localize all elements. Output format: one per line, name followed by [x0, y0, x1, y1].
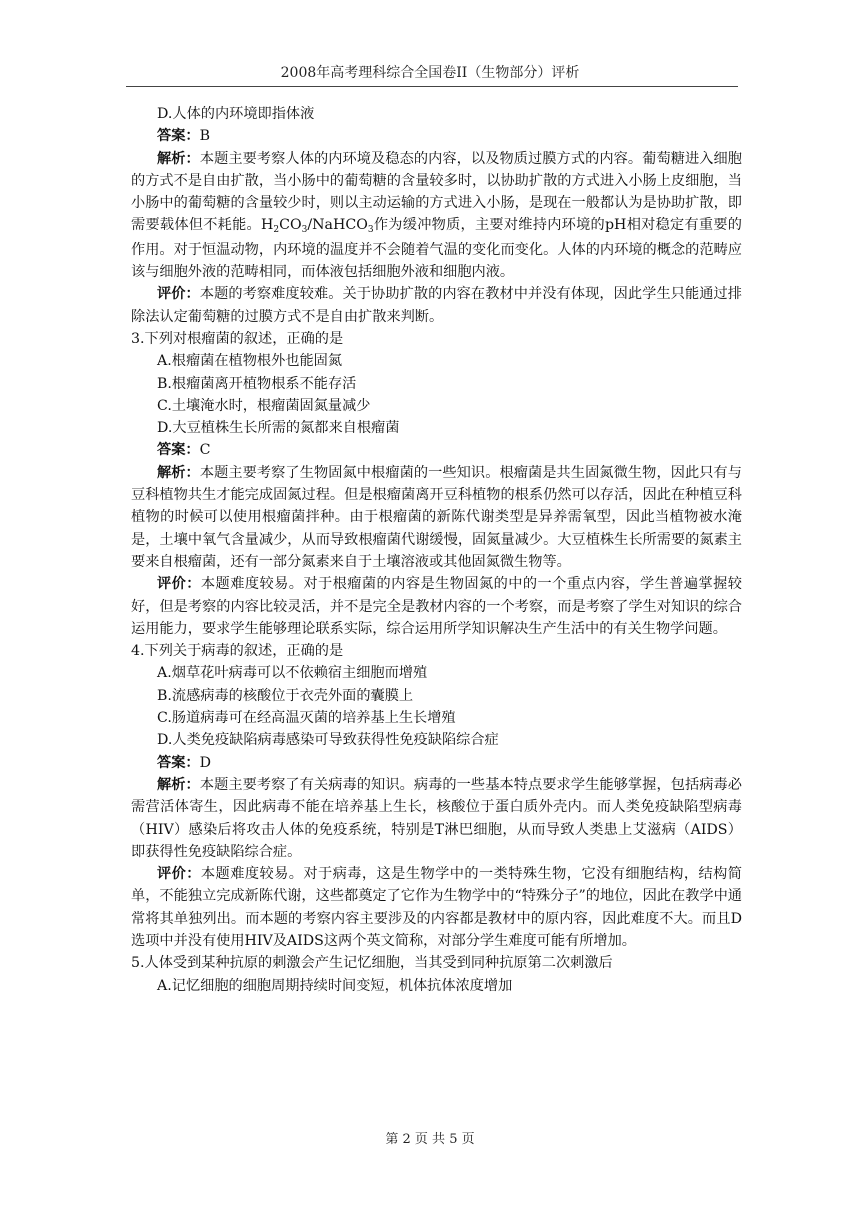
chem-co: CO [279, 217, 302, 234]
comment-text: 本题的考察难度较难。关于协助扩散的内容在教材中并没有体现，因此学生只能通过排除法认定葡萄糖的过膜方式不是自由扩散来判断。 [131, 286, 742, 325]
q3-analysis [131, 462, 742, 573]
chem-sub-2: 2 [273, 225, 280, 236]
header-rule [126, 86, 738, 87]
page-content [131, 103, 742, 997]
comment-label: 评价： [157, 866, 201, 883]
q4-analysis [131, 774, 742, 863]
q4-comment [131, 863, 742, 952]
answer-label: 答案： [157, 128, 200, 145]
q4-option-c: C.肠道病毒可在经高温灭菌的培养基上生长增殖 [157, 710, 456, 727]
q4-option-b: B.流感病毒的核酸位于衣壳外面的囊膜上 [157, 687, 414, 704]
q3-stem: 3.下列对根瘤菌的叙述，正确的是 [131, 330, 344, 347]
page-footer: 第 2 页 共 5 页 [385, 1132, 475, 1147]
q3-option-b: B.根瘤菌离开植物根系不能存活 [157, 375, 357, 392]
analysis-text-a: 本题主要考察人体的内环境及稳态的内容，以及物质过膜方式的内容。葡萄糖进入细胞的方式不是自由扩散，当小肠中的葡萄糖的含量较多时，以协助扩散的方式进入小肠上皮细胞，当小肠中的葡萄糖的含量较少时，则以主动运输的方式进入小肠，是现在一般都认为是协助扩散，即需要载体但不耗能。 [131, 150, 742, 234]
q4-answer [131, 752, 742, 774]
q2-analysis [131, 148, 742, 284]
q5-option-a: A.记忆细胞的细胞周期持续时间变短，机体抗体浓度增加 [157, 977, 513, 994]
analysis-label: 解析： [157, 150, 200, 167]
q2-answer [131, 125, 742, 147]
comment-label: 评价： [157, 576, 201, 593]
q3-option-a: A.根瘤菌在植物根外也能固氮 [157, 353, 343, 370]
chem-sub-3: 3 [301, 225, 308, 236]
analysis-text-b: 作为缓冲物质，主要对维持内环境的pH相对稳定有重要的作用。对于恒温动物，内环境的温度并不会随着气温的变化而变化。人体的内环境的概念的范畴应该与细胞外液的范畴相同，而体液包括细胞外液和细胞内液。 [131, 217, 742, 281]
answer-value: C [199, 442, 211, 459]
answer-value: B [199, 128, 211, 145]
chem-sub-3b: 3 [367, 225, 374, 236]
q3-comment [131, 573, 742, 640]
comment-text: 本题难度较易。对于根瘤菌的内容是生物固氮的中的一个重点内容，学生普遍掌握较好，但是考察的内容比较灵活，并不是完全是教材内容的一个考察，而是考察了学生对知识的综合运用能力，要求学生能够理论联系实际，综合运用所学知识解决生产生活中的有关生物学问题。 [131, 576, 742, 637]
q3-option-c: C.土壤淹水时，根瘤菌固氮量减少 [157, 397, 371, 414]
chem-nahco: /NaHCO [307, 217, 368, 234]
q4-stem: 4.下列关于病毒的叙述，正确的是 [131, 643, 344, 660]
analysis-label: 解析： [157, 464, 200, 481]
q4-option-d: D.人类免疫缺陷病毒感染可导致获得性免疫缺陷综合症 [157, 732, 499, 749]
q2-option-d: D.人体的内环境即指体液 [157, 106, 315, 122]
answer-label: 答案： [157, 442, 200, 459]
q3-answer [131, 439, 742, 461]
comment-text: 本题难度较易。对于病毒，这是生物学中的一类特殊生物，它没有细胞结构，结构简单，不能独立完成新陈代谢，这些都奠定了它作为生物学中的“特殊分子”的地位，因此在教学中通常将其单独列出。而本题的考察内容主要涉及的内容都是教材中的原内容，因此难度不大。而且D选项中并没有使用HIV及AIDS这两个英文简称，对部分学生难度可能有所增加。 [131, 866, 742, 949]
q5-stem: 5.人体受到某种抗原的刺激会产生记忆细胞，当其受到同种抗原第二次刺激后 [131, 955, 613, 972]
answer-label: 答案： [157, 754, 200, 771]
q2-comment [131, 283, 742, 328]
analysis-label: 解析： [157, 776, 200, 793]
q3-option-d: D.大豆植株生长所需的氮都来自根瘤菌 [157, 420, 400, 437]
page-header: 2008年高考理科综合全国卷II（生物部分）评析 [280, 65, 580, 81]
comment-label: 评价： [157, 286, 200, 303]
chem-h: H [261, 217, 274, 234]
answer-value: D [199, 754, 211, 771]
q4-option-a: A.烟草花叶病毒可以不依赖宿主细胞而增殖 [157, 665, 428, 682]
analysis-text: 本题主要考察了生物固氮中根瘤菌的一些知识。根瘤菌是共生固氮微生物，因此只有与豆科植物共生才能完成固氮过程。但是根瘤菌离开豆科植物的根系仍然可以存活，因此在种植豆科植物的时候可以使用根瘤菌拌种。由于根瘤菌的新陈代谢类型是异养需氧型，因此当植物被水淹是，土壤中氧气含量减少，从而导致根瘤菌代谢缓慢，固氮量减少。大豆植株生长所需要的氮素主要来自根瘤菌，还有一部分氮素来自于土壤溶液或其他固氮微生物等。 [131, 464, 742, 570]
analysis-text: 本题主要考察了有关病毒的知识。病毒的一些基本特点要求学生能够掌握，包括病毒必需营活体寄生，因此病毒不能在培养基上生长，核酸位于蛋白质外壳内。而人类免疫缺陷型病毒（HIV）感染后将攻击人体的免疫系统，特别是T淋巴细胞，从而导致人类患上艾滋病（AIDS）即获得性免疫缺陷综合症。 [131, 776, 742, 860]
